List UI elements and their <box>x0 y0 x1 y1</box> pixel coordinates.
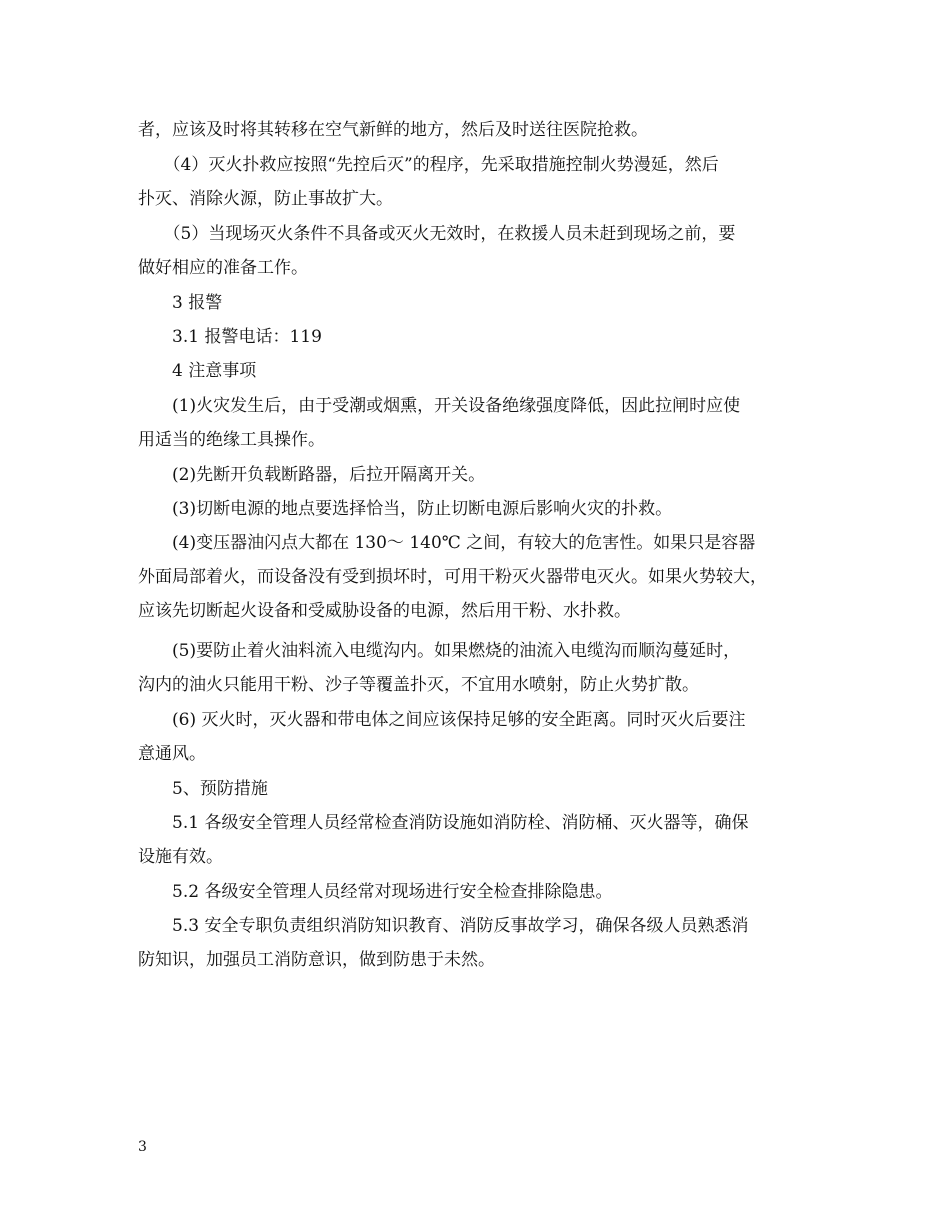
text-line: 5.1 各级安全管理人员经常检查消防设施如消防栓、消防桶、灭火器等，确保 <box>138 813 749 833</box>
paragraph <box>138 492 828 526</box>
paragraph <box>138 806 828 874</box>
paragraph <box>138 217 828 285</box>
paragraph <box>138 909 828 977</box>
paragraph <box>138 148 828 216</box>
text-line: (5)要防止着火油料流入电缆沟内。如果燃烧的油流入电缆沟而顺沟蔓延时， <box>138 641 741 661</box>
text-line: 者，应该及时将其转移在空气新鲜的地方，然后及时送往医院抢救。 <box>138 120 648 140</box>
text-line: 5、预防措施 <box>138 779 268 799</box>
text-line: (3)切断电源的地点要选择恰当，防止切断电源后影响火灾的扑救。 <box>138 499 673 519</box>
paragraph <box>138 458 828 492</box>
text-line: 做好相应的准备工作。 <box>138 258 308 278</box>
page-number: 3 <box>138 1139 147 1155</box>
text-line: 3 报警 <box>138 293 223 313</box>
text-line: 应该先切断起火设备和受威胁设备的电源，然后用干粉、水扑救。 <box>138 601 631 621</box>
text-line: 意通风。 <box>138 744 206 764</box>
text-line: 3.1 报警电话：119 <box>138 327 322 347</box>
section-heading <box>138 354 828 388</box>
text-line: 5.2 各级安全管理人员经常对现场进行安全检查排除隐患。 <box>138 882 613 902</box>
text-line: 防知识，加强员工消防意识，做到防患于未然。 <box>138 950 495 970</box>
text-line: (1)火灾发生后，由于受潮或烟熏，开关设备绝缘强度降低，因此拉闸时应使 <box>138 396 741 416</box>
section-heading <box>138 772 828 806</box>
paragraph <box>138 875 828 909</box>
text-line: 用适当的绝缘工具操作。 <box>138 430 325 450</box>
text-line: (6) 灭火时，灭火器和带电体之间应该保持足够的安全距离。同时灭火后要注 <box>138 710 746 730</box>
paragraph <box>138 113 828 147</box>
paragraph <box>138 389 828 457</box>
paragraph <box>138 320 828 354</box>
text-line: (2)先断开负载断路器，后拉开隔离开关。 <box>138 465 486 485</box>
text-line: （5）当现场灭火条件不具备或灭火无效时，在救援人员未赶到现场之前，要 <box>138 224 736 244</box>
text-line: 扑灭、消除火源，防止事故扩大。 <box>138 189 393 209</box>
paragraph <box>138 526 828 628</box>
text-line: （4）灭火扑救应按照“先控后灭”的程序，先采取措施控制火势漫延，然后 <box>138 155 719 175</box>
paragraph <box>138 703 828 771</box>
paragraph <box>138 634 828 702</box>
section-heading <box>138 286 828 320</box>
text-line: 5.3 安全专职负责组织消防知识教育、消防反事故学习，确保各级人员熟悉消 <box>138 916 749 936</box>
text-line: 设施有效。 <box>138 847 223 867</box>
text-line: 外面局部着火，而设备没有受到损坏时，可用干粉灭火器带电灭火。如果火势较大， <box>138 567 767 587</box>
text-line: (4)变压器油闪点大都在 130～ 140℃ 之间，有较大的危害性。如果只是容器 <box>138 533 756 553</box>
text-line: 4 注意事项 <box>138 361 257 381</box>
text-line: 沟内的油火只能用干粉、沙子等覆盖扑灭，不宜用水喷射，防止火势扩散。 <box>138 675 699 695</box>
